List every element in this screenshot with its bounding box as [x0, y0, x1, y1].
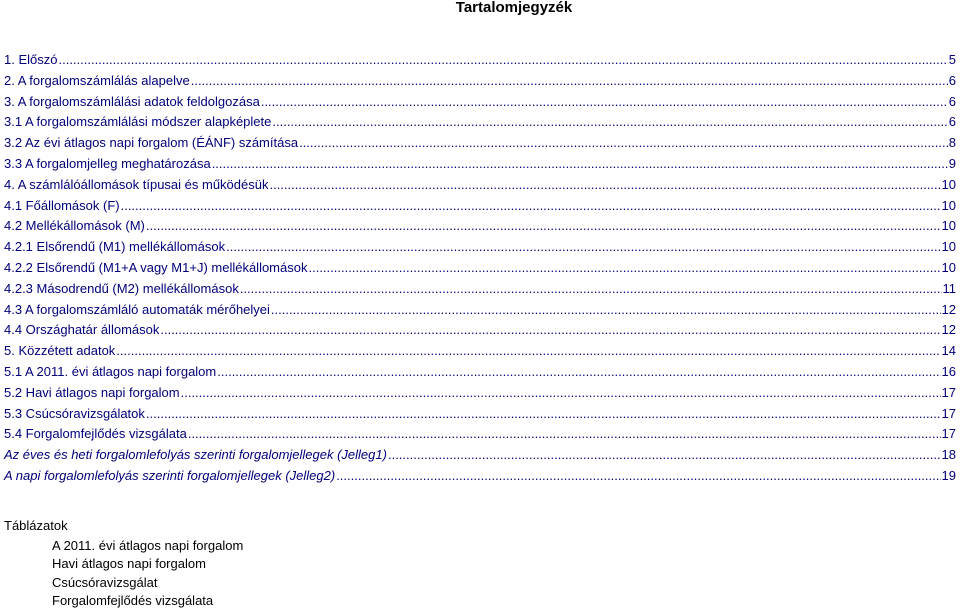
toc-entry-page: 10 [941, 259, 956, 275]
dot-leader [146, 406, 941, 421]
dot-leader [308, 260, 940, 275]
toc-entry-page: 6 [948, 114, 956, 130]
toc-entry[interactable] [4, 260, 956, 281]
toc-entry[interactable] [4, 218, 956, 239]
toc-entry[interactable] [4, 364, 956, 385]
toc-entry[interactable] [4, 73, 956, 94]
toc-entry-label: 3.2 Az évi átlagos napi forgalom (ÉÁNF) számítása [4, 135, 299, 151]
dot-leader [181, 385, 941, 400]
toc-entry-label: 4. A számlálóállomások típusai és működésük [4, 176, 269, 192]
toc-entry-page: 12 [941, 322, 956, 338]
dot-leader [146, 218, 941, 233]
toc-entry-label: 5. Közzétett adatok [4, 343, 116, 359]
toc-entry[interactable] [4, 406, 956, 427]
toc-entry-label: 4.2.1 Elsőrendű (M1) mellékállomások [4, 239, 226, 255]
toc-entry-label: 4.2 Mellékállomások (M) [4, 218, 145, 234]
table-of-contents [4, 52, 956, 489]
toc-entry[interactable] [4, 94, 956, 115]
toc-entry-page: 10 [941, 239, 956, 255]
toc-entry-page: 8 [948, 135, 956, 151]
toc-entry-page: 9 [948, 155, 956, 171]
dot-leader [336, 468, 940, 483]
list-item: A 2011. évi átlagos napi forgalom [52, 538, 244, 553]
dot-leader [272, 114, 947, 129]
toc-entry-page: 10 [941, 176, 956, 192]
dot-leader [226, 239, 940, 254]
toc-entry-page: 10 [941, 218, 956, 234]
toc-entry-label: Az éves és heti forgalomlefolyás szerinti forgalomjellegek (Jelleg1) [4, 447, 387, 463]
dot-leader [299, 135, 948, 150]
toc-entry[interactable] [4, 239, 956, 260]
dot-leader [191, 73, 948, 88]
dot-leader [116, 343, 940, 358]
toc-entry[interactable] [4, 198, 956, 219]
dot-leader [160, 322, 940, 337]
dot-leader [240, 281, 942, 296]
toc-entry-page: 12 [941, 301, 956, 317]
list-item: Forgalomfejlődés vizsgálata [52, 593, 214, 609]
toc-entry-label: A napi forgalomlefolyás szerinti forgalomjellegek (Jelleg2) [4, 467, 336, 483]
toc-entry-label: 4.1 Főállomások (F) [4, 197, 120, 213]
toc-entry-label: 5.3 Csúcsóravizsgálatok [4, 405, 145, 421]
toc-entry[interactable] [4, 447, 956, 468]
toc-entry-label: 5.4 Forgalomfejlődés vizsgálata [4, 426, 187, 442]
dot-leader [269, 177, 940, 192]
list-item: Havi átlagos napi forgalom [52, 556, 206, 572]
toc-entry-page: 17 [941, 405, 956, 421]
toc-entry-label: 3. A forgalomszámlálási adatok feldolgozása [4, 93, 260, 109]
toc-entry-label: 5.1 A 2011. évi átlagos napi forgalom [4, 363, 217, 379]
toc-entry-page: 10 [941, 197, 956, 213]
toc-entry[interactable] [4, 281, 956, 302]
toc-entry-page: 5 [948, 52, 956, 67]
toc-entry[interactable] [4, 156, 956, 177]
toc-entry-page: 11 [942, 280, 956, 296]
toc-entry[interactable] [4, 385, 956, 406]
toc-entry-label: 4.2.2 Elsőrendű (M1+A vagy M1+J) mellékállomások [4, 259, 308, 275]
toc-entry-label: 5.2 Havi átlagos napi forgalom [4, 384, 180, 400]
toc-entry[interactable] [4, 302, 956, 323]
toc-entry-label: 1. Előszó [4, 52, 58, 67]
toc-entry[interactable] [4, 426, 956, 447]
toc-entry[interactable] [4, 135, 956, 156]
toc-entry[interactable] [4, 343, 956, 364]
dot-leader [388, 447, 941, 462]
dot-leader [188, 426, 941, 441]
toc-entry-label: 4.2.3 Másodrendű (M2) mellékállomások [4, 280, 239, 296]
toc-entry[interactable] [4, 322, 956, 343]
toc-entry-label: 3.1 A forgalomszámlálási módszer alapképlete [4, 114, 272, 130]
tables-heading: Táblázatok [4, 518, 68, 533]
toc-entry-page: 14 [941, 343, 956, 359]
page-title: Tartalomjegyzék [455, 0, 573, 16]
toc-entry-label: 4.4 Országhatár állomások [4, 322, 160, 338]
dot-leader [58, 52, 947, 67]
toc-entry[interactable] [4, 114, 956, 135]
tables-section [4, 518, 243, 612]
toc-entry-page: 19 [941, 467, 956, 483]
toc-entry-label: 4.3 A forgalomszámláló automaták mérőhelyei [4, 301, 270, 317]
list-item: Csúcsóravizsgálat [52, 574, 158, 590]
toc-entry-label: 3.3 A forgalomjelleg meghatározása [4, 155, 211, 171]
toc-entry-page: 16 [941, 363, 956, 379]
toc-entry-page: 18 [941, 447, 956, 463]
toc-entry-page: 17 [941, 426, 956, 442]
toc-entry[interactable] [4, 177, 956, 198]
toc-entry-label: 2. A forgalomszámlálás alapelve [4, 72, 190, 88]
dot-leader [212, 156, 948, 171]
dot-leader [121, 198, 941, 213]
toc-entry-page: 6 [948, 93, 956, 109]
toc-entry-page: 17 [941, 384, 956, 400]
tables-list [4, 538, 243, 612]
dot-leader [261, 94, 948, 109]
dot-leader [217, 364, 940, 379]
toc-entry[interactable] [4, 468, 956, 489]
toc-entry-page: 6 [948, 72, 956, 88]
toc-entry[interactable] [4, 52, 956, 73]
dot-leader [271, 302, 941, 317]
